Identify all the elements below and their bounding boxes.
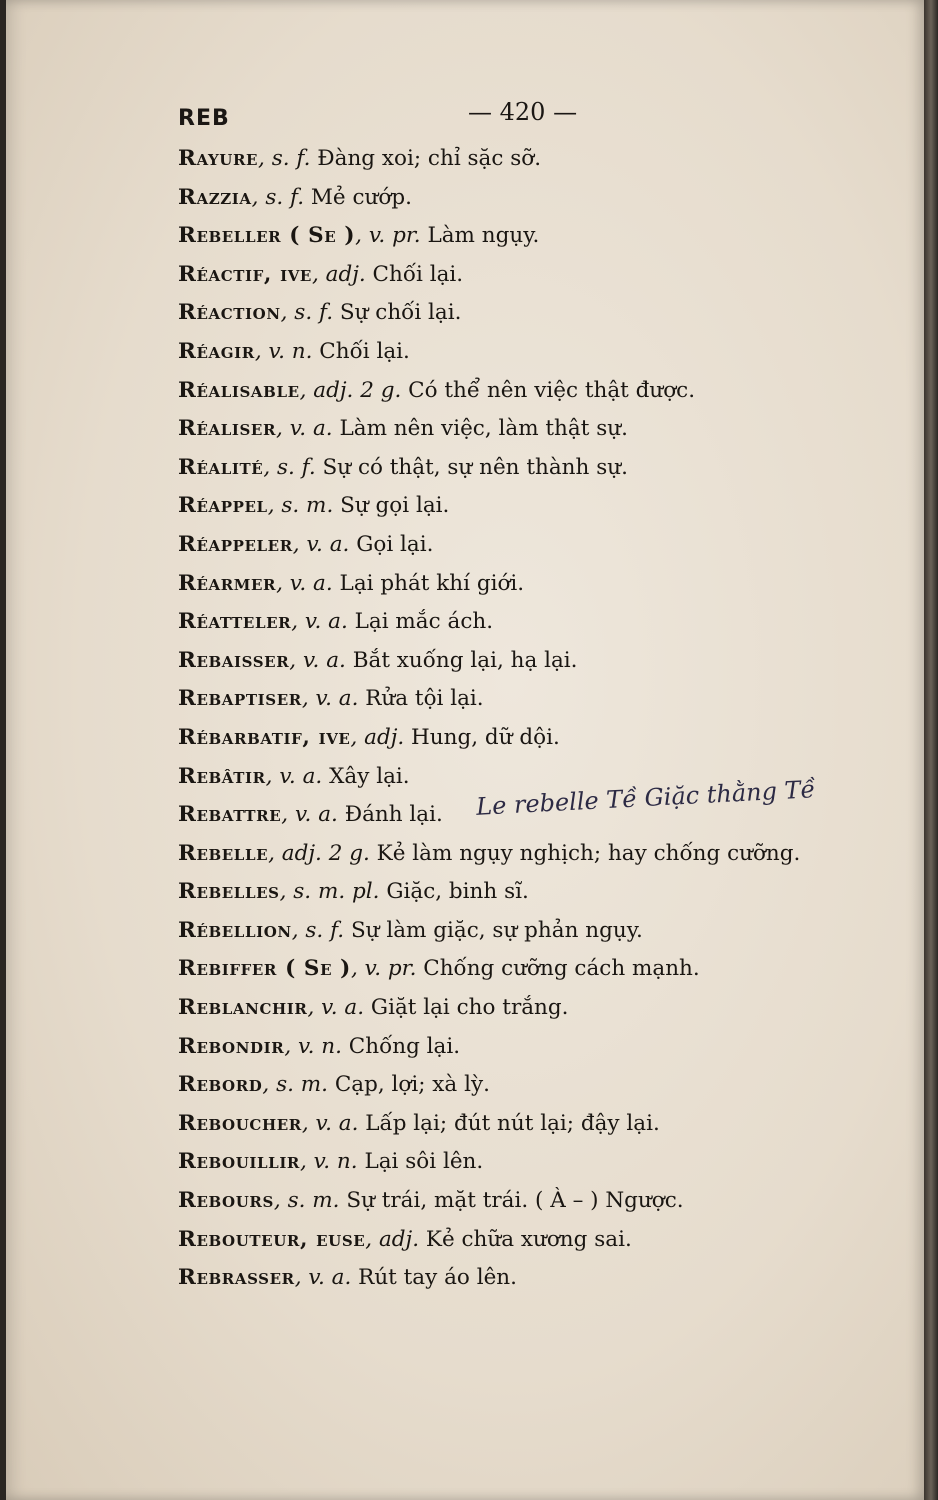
dictionary-entry (178, 449, 878, 488)
entry-definition: Làm ngụy. (420, 223, 540, 249)
entry-grammar: , v. n. (300, 1149, 358, 1175)
dictionary-entry (178, 1221, 878, 1260)
dictionary-entry (178, 256, 878, 295)
dictionary-entry (178, 912, 878, 951)
entry-grammar: , v. a. (301, 686, 359, 712)
entry-headword: Rebeller ( Se ) (178, 223, 356, 249)
entry-headword: Rebord (178, 1072, 263, 1098)
dictionary-entry (178, 179, 878, 218)
entry-grammar: , v. a. (265, 763, 323, 789)
dictionary-entry (178, 950, 878, 989)
entry-grammar: , s. f. (258, 146, 311, 171)
entry-grammar: , adj. (365, 1226, 420, 1252)
entry-definition: Lại mắc ách. (347, 609, 494, 635)
entry-definition: Đánh lại. (337, 802, 443, 828)
page-number: — 420 — (468, 98, 578, 126)
entry-headword: Rebrasser (178, 1265, 295, 1291)
entry-definition: Sự trái, mặt trái. ( À – ) Ngược. (339, 1188, 684, 1214)
entry-headword: Reboucher (178, 1110, 302, 1136)
entry-definition: Sự gọi lại. (333, 493, 450, 519)
entry-grammar: , s. f. (263, 454, 316, 480)
entry-headword: Rebaptiser (178, 686, 302, 712)
dictionary-entry (178, 333, 878, 372)
entry-headword: Réatteler (178, 609, 292, 635)
entry-headword: Rebiffer ( Se ) (178, 956, 351, 982)
entry-grammar: , adj. (350, 724, 405, 750)
entry-definition: Sự chối lại. (333, 300, 462, 326)
entry-definition: Lại sôi lên. (357, 1149, 484, 1175)
entry-definition: Chống lại. (341, 1033, 461, 1059)
entry-definition: Mẻ cướp. (304, 184, 412, 210)
entry-headword: Rebâtir (178, 763, 266, 789)
entry-definition: Rút tay áo lên. (351, 1265, 517, 1291)
entry-grammar: , s. m. (262, 1072, 328, 1098)
entry-grammar: , v. a. (291, 609, 348, 635)
dictionary-entry (178, 989, 878, 1028)
entry-grammar: , v. a. (276, 416, 333, 442)
entry-definition: Chối lại. (365, 261, 464, 287)
dictionary-entry (178, 1143, 878, 1182)
dictionary-entry (178, 410, 878, 449)
entry-grammar: , s. m. (273, 1188, 340, 1214)
dictionary-entry (178, 487, 878, 526)
entry-definition: Xây lại. (322, 763, 410, 789)
entry-headword: Réactif, ive (178, 261, 312, 287)
entry-headword: Rébellion (178, 917, 292, 943)
entry-definition: Cạp, lợi; xà lỳ. (328, 1072, 490, 1098)
entry-definition: Bắt xuống lại, hạ lại. (345, 647, 578, 673)
dictionary-entry (178, 526, 878, 565)
dictionary-entry (178, 140, 878, 179)
entry-grammar: , v. a. (289, 647, 346, 673)
book-page (6, 0, 924, 1500)
entry-grammar: , s. f. (291, 917, 345, 943)
entry-grammar: , s. m. pl. (279, 879, 380, 905)
dictionary-entry (178, 294, 878, 333)
entry-headword: Réaliser (178, 416, 277, 442)
entry-definition: Sự có thật, sự nên thành sự. (315, 454, 628, 480)
entry-grammar: , adj. 2 g. (299, 377, 402, 403)
entry-definition: Gọi lại. (349, 531, 434, 557)
entry-definition: Lấp lại; đút nút lại; đậy lại. (358, 1110, 660, 1136)
entry-definition: Kẻ chữa xương sai. (419, 1226, 632, 1252)
entry-grammar: , v. a. (307, 995, 365, 1021)
entry-headword: Réarmer (178, 570, 277, 596)
entry-headword: Réalisable (178, 377, 300, 403)
entry-headword: Réagir (178, 338, 255, 364)
entry-grammar: , v. a. (292, 531, 350, 557)
handwritten-annotation: Le rebelle Tề Giặc thằng Tề (475, 775, 816, 821)
entry-definition: Chối lại. (312, 338, 410, 364)
dictionary-entry (178, 642, 878, 681)
entry-headword: Rebours (178, 1188, 274, 1214)
entry-headword: Rebelles (178, 879, 280, 905)
entry-definition: Có thể nên việc thật được. (401, 377, 696, 403)
entry-definition: Giặt lại cho trắng. (364, 995, 569, 1021)
entry-headword: Rebaisser (178, 647, 290, 673)
entry-headword: Reblanchir (178, 995, 308, 1021)
entry-definition: Kẻ làm ngụy nghịch; hay chống cưỡng. (369, 840, 801, 866)
entry-headword: Réappel (178, 493, 268, 519)
dictionary-entry (178, 372, 878, 411)
page-header (178, 96, 738, 136)
entry-grammar: , s. f. (251, 184, 305, 210)
dictionary-entry (178, 835, 878, 874)
running-head: REB (178, 106, 230, 131)
dictionary-entry (178, 603, 878, 642)
entry-grammar: , s. m. (267, 493, 334, 519)
dictionary-entry (178, 1182, 878, 1221)
dictionary-entry (178, 565, 878, 604)
entry-headword: Rebelle (178, 840, 269, 866)
entry-grammar: , v. pr. (350, 956, 417, 982)
entry-headword: Rayure (178, 146, 259, 171)
entry-headword: Réappeler (178, 531, 293, 557)
entry-headword: Rebondir (178, 1033, 285, 1059)
dictionary-entry (178, 1105, 878, 1144)
entry-definition: Sự làm giặc, sự phản ngụy. (344, 917, 643, 943)
entry-definition: Hung, dữ dội. (404, 724, 560, 750)
entry-grammar: , adj. (311, 261, 366, 287)
book-edge (924, 0, 938, 1500)
entry-headword: Réalité (178, 454, 264, 480)
entry-headword: Razzia (178, 184, 252, 210)
entry-headword: Rebattre (178, 802, 282, 828)
dictionary-entry (178, 873, 878, 912)
entry-grammar: , s. f. (280, 300, 334, 326)
entry-definition: Làm nên việc, làm thật sự. (332, 416, 628, 442)
entry-grammar: , v. n. (284, 1033, 342, 1059)
entry-grammar: , v. a. (301, 1110, 359, 1136)
entry-definition: Đàng xoi; chỉ sặc sỡ. (310, 146, 542, 171)
dictionary-entry (178, 217, 878, 256)
dictionary-entries (178, 140, 878, 1298)
entry-grammar: , v. a. (281, 802, 338, 828)
entry-grammar: , adj. 2 g. (268, 840, 370, 866)
entry-headword: Rebouteur, euse (178, 1226, 366, 1252)
entry-grammar: , v. n. (254, 338, 313, 364)
entry-grammar: , v. pr. (355, 223, 421, 249)
entry-headword: Rebouillir (178, 1149, 300, 1175)
entry-definition: Lại phát khí giới. (332, 570, 525, 596)
entry-headword: Réaction (178, 300, 281, 326)
entry-definition: Chống cưỡng cách mạnh. (416, 956, 700, 982)
entry-headword: Rébarbatif, ive (178, 724, 351, 750)
dictionary-entry (178, 680, 878, 719)
entry-definition: Rửa tội lại. (358, 686, 484, 712)
entry-grammar: , v. a. (276, 570, 333, 596)
dictionary-entry (178, 1259, 878, 1298)
entry-definition: Giặc, binh sĩ. (379, 879, 529, 905)
dictionary-entry (178, 719, 878, 758)
entry-grammar: , v. a. (294, 1265, 352, 1291)
dictionary-entry (178, 1028, 878, 1067)
dictionary-entry (178, 1066, 878, 1105)
